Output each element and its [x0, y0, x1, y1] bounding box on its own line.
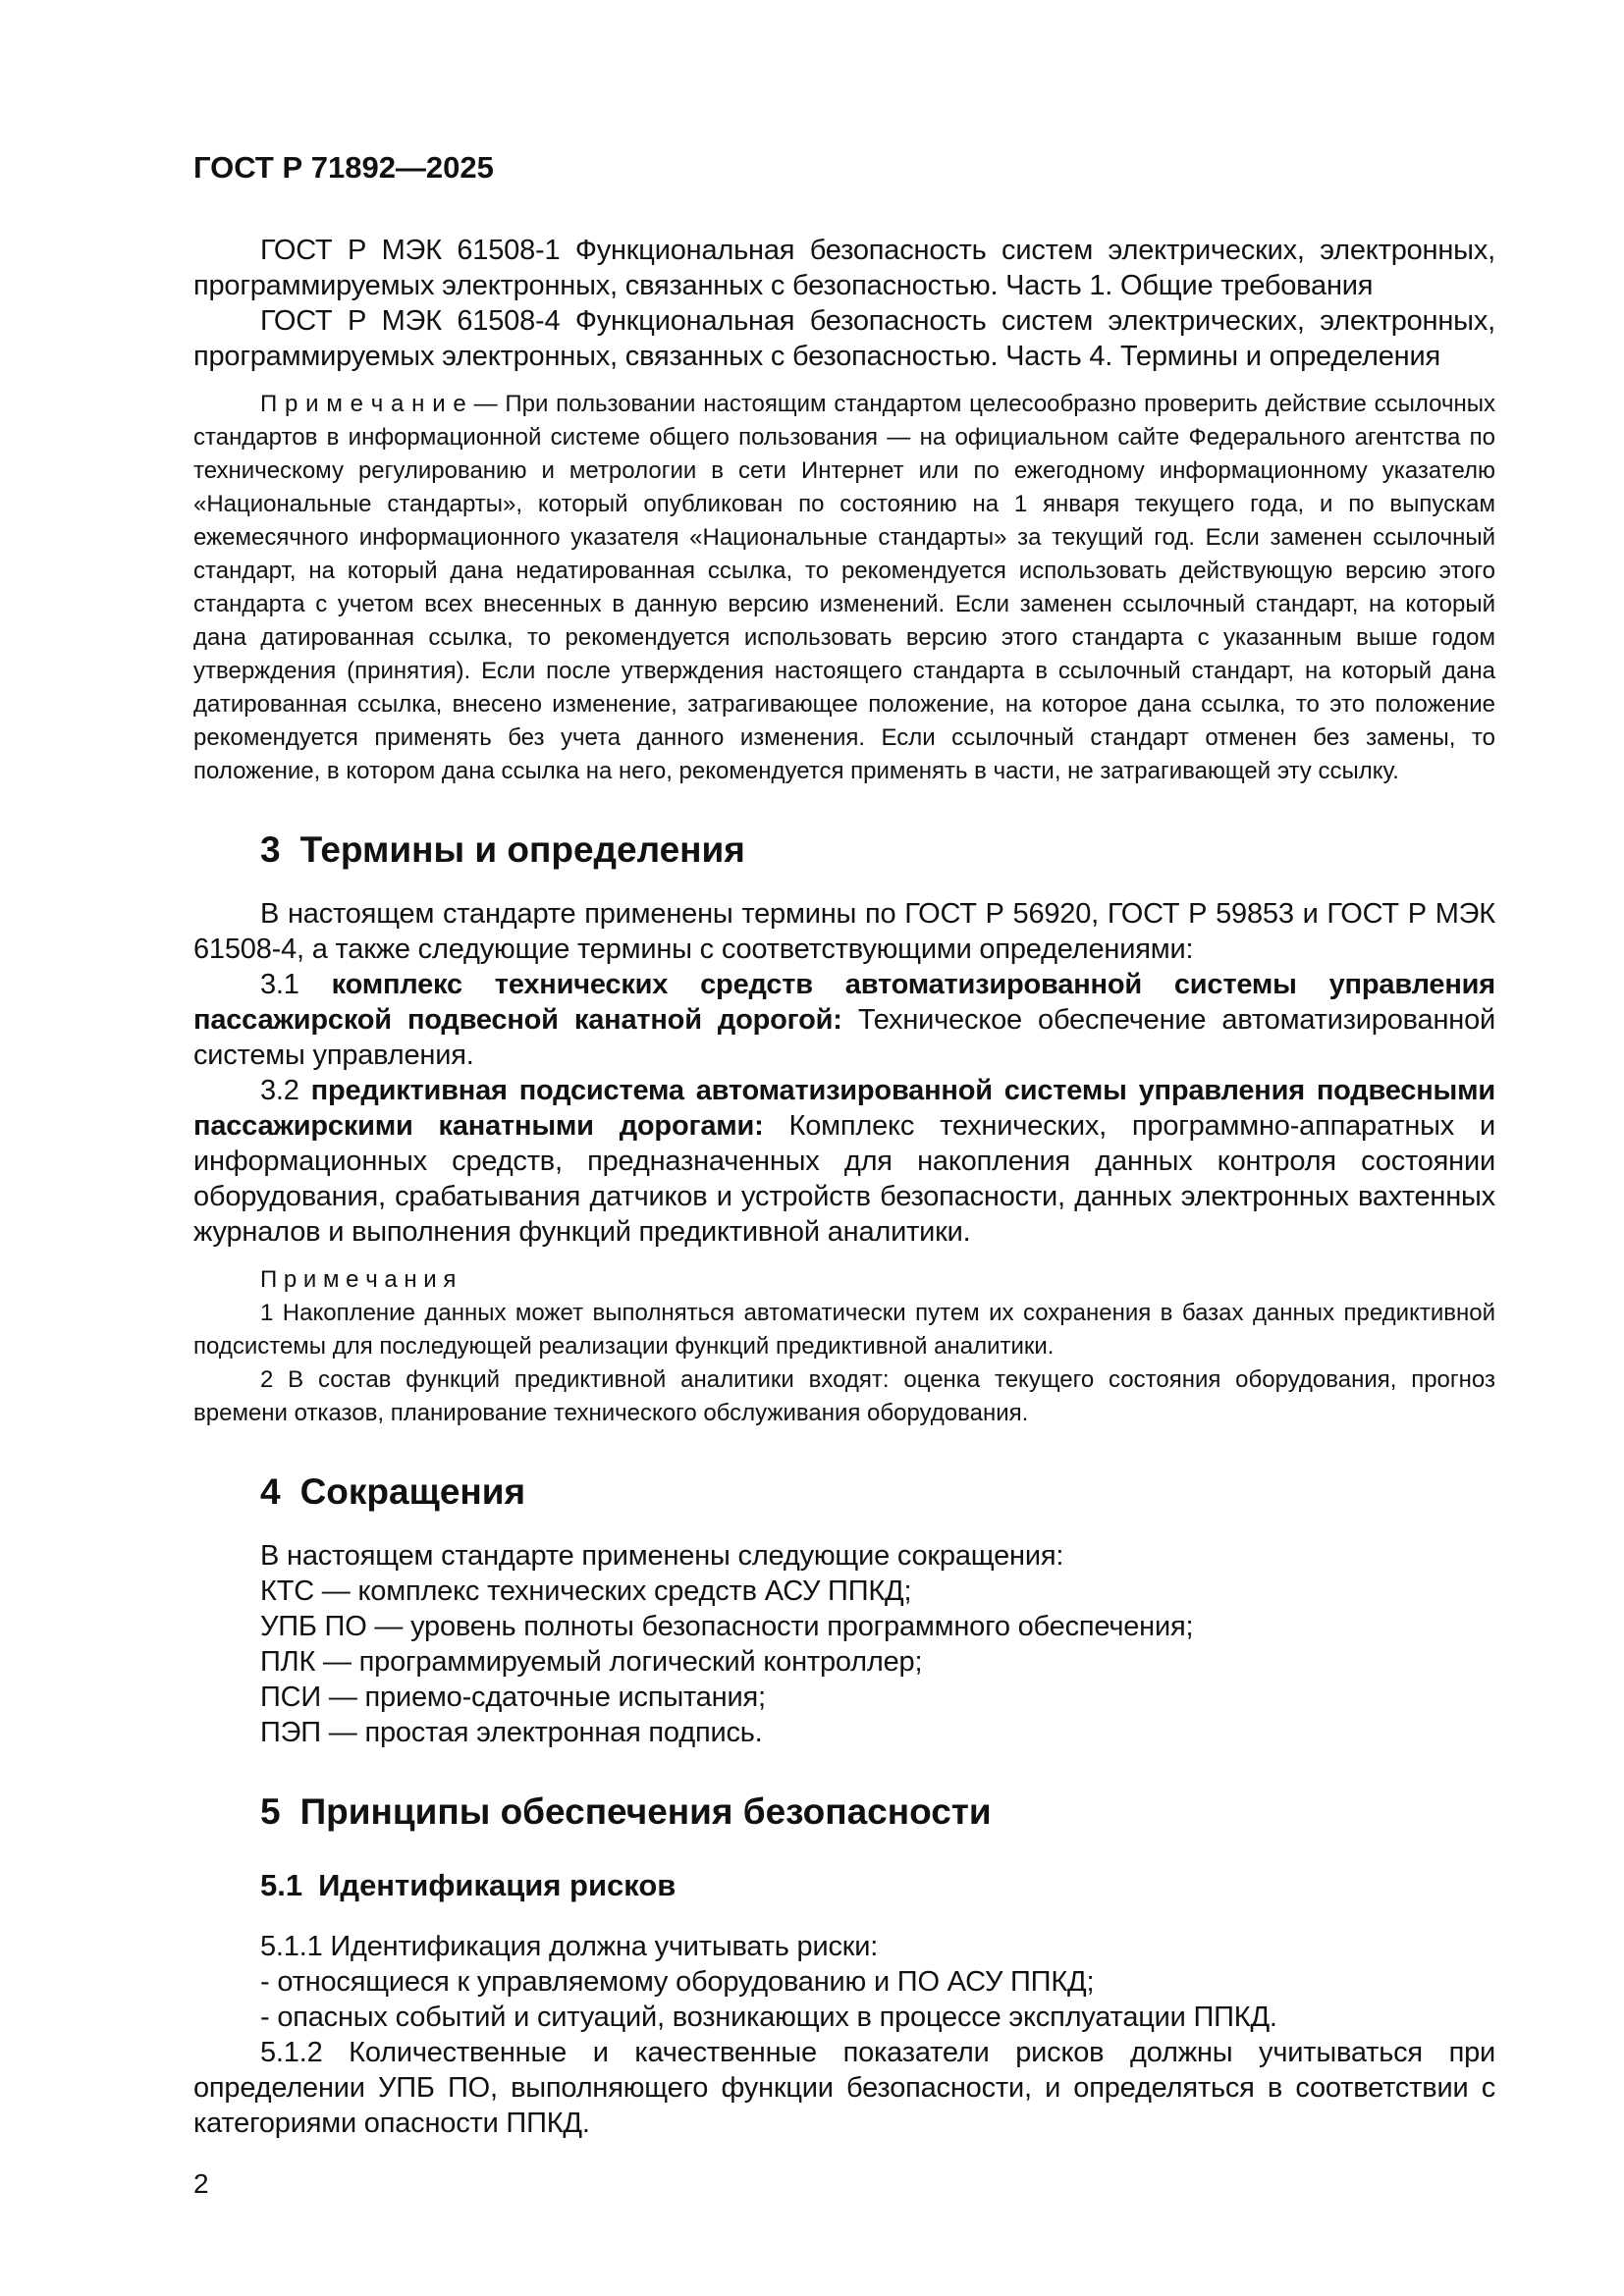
section-5-heading	[193, 1791, 1495, 1833]
reference-paragraph-2: ГОСТ Р МЭК 61508-4 Функциональная безопасность систем электрических, электронных, программируемых электронных, связанных с безопасностью. Часть 4. Термины и определения	[193, 305, 1495, 372]
section-4-number: 4	[260, 1471, 281, 1512]
clause-5-1-1: 5.1.1 Идентификация должна учитывать риски:	[260, 1931, 879, 1962]
term-3-2-definition: Комплекс технических, программно-аппаратных и информационных средств, предназначенных для накопления данных контроля состоянии оборудования, срабатывания датчиков и устройств безопасности, данных электронных вахтенных журналов и выполнения функций предиктивной аналитики.	[193, 1110, 1496, 1248]
term-3-2	[193, 1073, 1495, 1250]
abbreviation-psi: ПСИ — приемо-сдаточные испытания;	[260, 1682, 766, 1713]
abbreviation-upb-po: УПБ ПО — уровень полноты безопасности программного обеспечения;	[260, 1611, 1194, 1642]
section-5-number: 5	[260, 1791, 281, 1832]
abbreviation-list	[193, 1574, 1495, 1750]
term-3-1-number: 3.1	[260, 969, 299, 1000]
reference-paragraph-1: ГОСТ Р МЭК 61508-1 Функциональная безопасность систем электрических, электронных, программируемых электронных, связанных с безопасностью. Часть 1. Общие требования	[193, 235, 1495, 301]
normative-references	[193, 233, 1495, 788]
abbreviation-plk: ПЛК — программируемый логический контроллер;	[260, 1646, 923, 1678]
note-text: — При пользовании настоящим стандартом целесообразно проверить действие ссылочных стандартов в информационной системе общего пользования — на официальном сайте Федерального агентства по техническому регулированию и метрологии в сети Интернет или по ежегодному информационному указателю «Национальные стандарты», который опубликован по состоянию на 1 января текущего года, и по выпускам ежемесячного информационного указателя «Национальные стандарты» за текущий год. Если заменен ссылочный стандарт, на который дана недатированная ссылка, то рекомендуется использовать действующую версию этого стандарта с учетом всех внесенных в данную версию изменений. Если заменен ссылочный стандарт, на который дана датированная ссылка, то рекомендуется использовать версию этого стандарта с указанным выше годом утверждения (принятия). Если после утверждения настоящего стандарта в ссылочный стандарт, на который дана датированная ссылка, внесено изменение, затрагивающее положение, на которое дана ссылка, то это положение рекомендуется применять без учета данного изменения. Если ссылочный стандарт отменен без замены, то положение, в котором дана ссылка на него, рекомендуется применять в части, не затрагивающей эту ссылку.	[193, 391, 1496, 784]
section-3-title: Термины и определения	[299, 829, 745, 870]
section-3-intro: В настоящем стандарте применены термины по ГОСТ Р 56920, ГОСТ Р 59853 и ГОСТ Р МЭК 61508-4, а также следующие термины с соответствующими определениями:	[193, 898, 1495, 965]
section-3-notes-label: П р и м е ч а н и я	[260, 1266, 457, 1293]
note-label: П р и м е ч а н и е	[260, 391, 466, 417]
abbreviation-pep: ПЭП — простая электронная подпись.	[260, 1717, 763, 1748]
section-5-1-title: Идентификация рисков	[318, 1868, 677, 1902]
section-5-1-number: 5.1	[260, 1868, 303, 1902]
section-4-title: Сокращения	[299, 1471, 526, 1512]
page-number: 2	[193, 2168, 209, 2199]
term-3-1-term: комплекс технических средств автоматизированной системы управления пассажирской подвесной канатной дорогой:	[193, 969, 1495, 1036]
term-3-2-term: предиктивная подсистема автоматизированной системы управления подвесными пассажирскими канатными дорогами:	[193, 1075, 1495, 1142]
section-3-note-1: 1 Накопление данных может выполняться автоматически путем их сохранения в базах данных предиктивной подсистемы для последующей реализации функций предиктивной аналитики.	[193, 1300, 1495, 1360]
section-5-1-heading	[193, 1868, 1495, 1903]
clause-5-1-2: 5.1.2 Количественные и качественные показатели рисков должны учитываться при определении УПБ ПО, выполняющего функции безопасности, и определяться в соответствии с категориями опасности ППКД.	[193, 2037, 1495, 2139]
term-3-1-definition: Техническое обеспечение автоматизированной системы управления.	[193, 1004, 1496, 1071]
references-note-paragraph	[193, 388, 1495, 788]
clause-5-1-1-item-1: - относящиеся к управляемому оборудованию и ПО АСУ ППКД;	[260, 1966, 1095, 1998]
clause-5-1-1-item-2: - опасных событий и ситуаций, возникающих в процессе эксплуатации ППКД.	[260, 2002, 1277, 2033]
section-3-note-2: 2 В состав функций предиктивной аналитики входят: оценка текущего состояния оборудования, прогноз времени отказов, планирование технического обслуживания оборудования.	[193, 1366, 1495, 1426]
references-note	[193, 388, 1495, 788]
term-3-1	[193, 967, 1495, 1073]
section-3-number: 3	[260, 829, 281, 870]
page-content	[193, 152, 1495, 2200]
section-4-intro: В настоящем стандарте применены следующие сокращения:	[260, 1540, 1064, 1572]
doc-number: ГОСТ Р 71892—2025	[193, 150, 494, 185]
section-3-notes	[193, 1263, 1495, 1430]
section-4-heading	[193, 1471, 1495, 1513]
section-5-title: Принципы обеспечения безопасности	[299, 1791, 992, 1832]
term-3-2-number: 3.2	[260, 1075, 299, 1106]
section-3-heading	[193, 829, 1495, 871]
abbreviation-kts: КТС — комплекс технических средств АСУ ППКД;	[260, 1575, 912, 1607]
